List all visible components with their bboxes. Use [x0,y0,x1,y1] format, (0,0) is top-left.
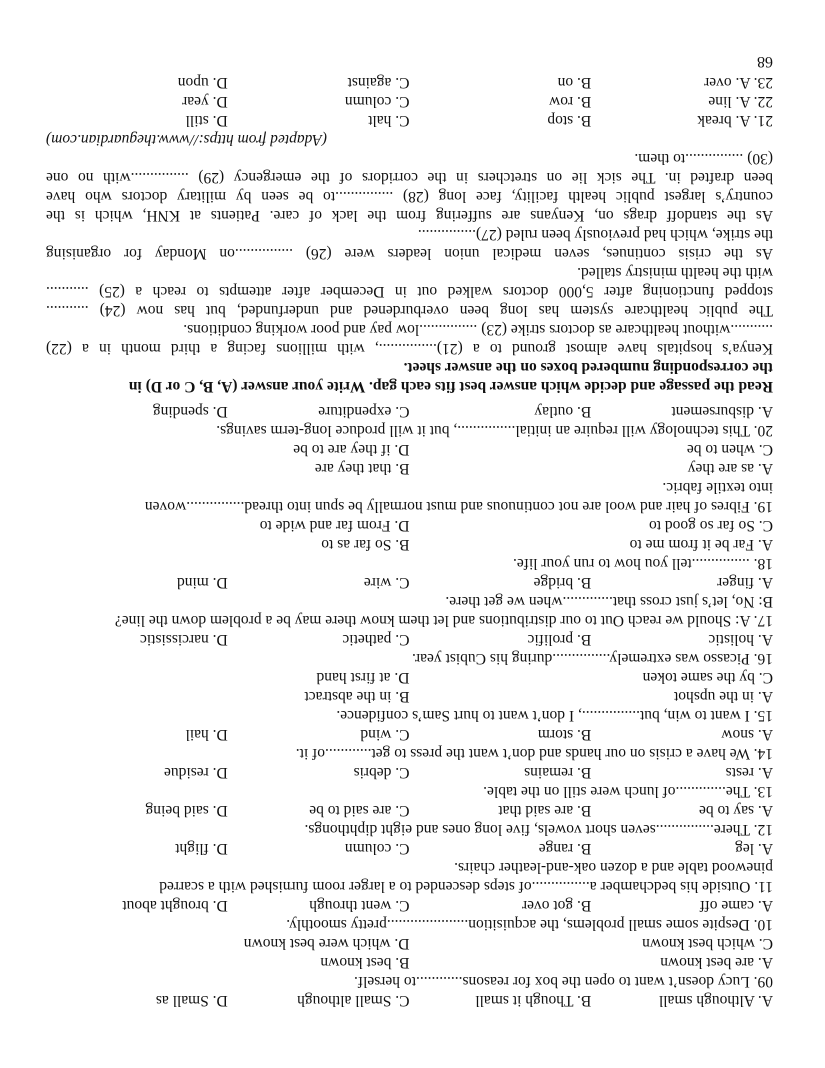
option: C. against [347,74,410,91]
q17-stem-line2: B: No, let’s just cross that.............when we get there. [445,593,773,610]
q21-options [46,111,773,130]
passage-line: been drafted in. The sick lie on stretchers in the corridors of the emergency (29) ...............with no one [46,169,773,186]
passage-line: The public healthcare system has long been overburdened and underfunded, but has now (24) ........... [46,302,773,319]
option: D. Small as [155,992,228,1009]
q13-stem: 13. The.............of lunch were still on the table. [483,783,773,800]
option: D. From far and wide to [259,517,410,534]
option: B. So far as to [321,536,410,553]
q20-stem: 20. This technology will require an initial..............., but it will produce long-term savings. [216,422,773,439]
q12-stem: 12. There...............seven short vowels, five long ones and eight diphthongs. [304,821,773,838]
q18-options [46,535,773,554]
option: D. residue [164,764,228,781]
option: D. upon [177,74,228,91]
q10-options [46,896,773,915]
q20-options [46,402,773,421]
option: C. wire [363,574,410,591]
passage-line: As the crisis continues, seven medical union leaders were (26) ...............on Monday for organising [46,245,773,262]
option: C. expenditure [318,403,410,420]
option: A. Although small [658,992,773,1009]
q11-stem-line2: pinewood table and a dozen oak-and-leather chairs. [454,859,773,876]
passage-line: (30) ...............to them. [634,150,773,167]
option: 21. A. break [697,112,773,129]
option: A. finger [717,574,773,591]
option: C. Small although [297,992,410,1009]
q19-stem-line1: 19. Fibres of hair and wool are not continuous and must normally be spun into thread...............woven [144,498,773,515]
option: D. spending [152,403,228,420]
option: C. debris [353,764,410,781]
option: B. are said that [498,802,592,819]
option: C. went through [309,897,410,914]
q14-options [46,725,773,744]
q11-stem-line1: 11. Outside his bedchamber a...............of steps descended to a larger room furnished with a scarred [159,878,773,895]
q17-options [46,573,773,592]
passage-line: with the health ministry stalled. [577,264,773,281]
option: B. stop [547,112,592,129]
option: D. if they are to be [293,441,410,458]
passage-line: country’s largest public health facility, face long (28) ...............to be seen by military doctors who have [46,188,773,205]
option: B. bridge [533,574,592,591]
option: A. are best known [660,954,773,971]
passage-line: ...........without healthcare as doctors strike (23) ...............low pay and poor working conditions. [183,321,773,338]
option: D. which were best known [243,935,410,952]
option: B. prolific [527,631,592,648]
q14-stem: 14. We have a crisis on our hands and don’t want the press to get............of it. [295,745,773,762]
option: C. are said to be [309,802,410,819]
option: D. at first hand [316,669,410,686]
q15-options-row2 [46,668,773,687]
q10-stem: 10. Despite some small problems, the acquisition.....................pretty smoothly. [286,916,773,933]
q18-stem: 18. ...............tell you how to run your life. [512,555,773,572]
option: B. on [557,74,592,91]
option: C. halt [368,112,410,129]
q09-options-row2 [46,934,773,953]
option: B. that they are [314,460,410,477]
q13-options [46,763,773,782]
passage-line: Kenya’s hospitals have almost ground to a (21)..............., with millions facing a third month in a (22) [46,340,773,357]
q09-stem: 09. Lucy doesn’t want to open the box for reasons............to herself. [354,973,773,990]
option: C. pathetic [342,631,410,648]
option: C. which best known [642,935,773,952]
q19-options-row2 [46,440,773,459]
q22-options [46,92,773,111]
option: D. flight [175,840,228,857]
option: A. say to be [698,802,773,819]
q18-options-row2 [46,516,773,535]
q16-stem: 16. Picasso was extremely...............during his Cubist year. [411,650,773,667]
option: A. in the upshot [673,688,773,705]
option: C. wind [360,726,410,743]
option: A. disbursement [671,403,773,420]
q23-options [46,73,773,92]
q08-options [46,991,773,1010]
q11-options [46,839,773,858]
q17-stem-line1: 17. A: Should we reach Out to our distributions and let them know there may be a problem down the line? [114,612,773,629]
option: B. range [538,840,592,857]
option: D. still [185,112,228,129]
q16-options [46,630,773,649]
option: D. said being [145,802,228,819]
option: D. brought about [122,897,228,914]
option: 22. A. line [708,93,773,110]
option: D. year [182,93,228,110]
option: A. snow [721,726,773,743]
option: B. best known [320,954,410,971]
option: B. remains [524,764,592,781]
q15-options [46,687,773,706]
option: B. storm [537,726,592,743]
passage-line: As the standoff drags on, Kenyans are suffering from the lack of care. Patients at KNH, which is the [46,207,773,224]
option: B. Though it small [475,992,592,1009]
page-number: 68 [757,53,773,70]
option: B. in the abstract [304,688,410,705]
q19-stem-line2: into textile fabric. [662,479,773,496]
q15-stem: 15. I want to win, but..............., I don’t want to hurt Sam’s confidence. [336,707,773,724]
option: B. row [549,93,592,110]
option: C. column [344,840,410,857]
option: A. holistic [708,631,773,648]
option: 23. A. over [704,74,773,91]
option: C. column [344,93,410,110]
q09-options [46,953,773,972]
instructions-line2: the corresponding numbered boxes on the answer sheet. [403,359,773,376]
option: A. rests [725,764,773,781]
option: C. when to be [686,441,773,458]
option: B. outlay [534,403,592,420]
passage-line: stopped functioning after 5,000 doctors walked out in December after attempts to reach a (25) ........... [46,283,773,300]
option: D. mind [176,574,228,591]
option: C. by the same token [642,669,773,686]
option: A. leg [735,840,773,857]
option: B. got over [521,897,592,914]
q12-options [46,801,773,820]
option: D. hail [185,726,228,743]
passage-line: the strike, which had previously been ruled (27)............... [417,226,773,243]
option: D. narcissistic [139,631,228,648]
option: A. came off [699,897,773,914]
page-content [46,73,773,1010]
q19-options [46,459,773,478]
instructions-line1: Read the passage and decide which answer best fits each gap. Write your answer (A, B, C or D) in [128,378,773,395]
option: C. So far so good to [649,517,773,534]
source-citation: (Adapted from https://www.theguardian.com) [46,131,327,148]
option: A. as are they [687,460,773,477]
option: A. Far be it from me to [629,536,773,553]
